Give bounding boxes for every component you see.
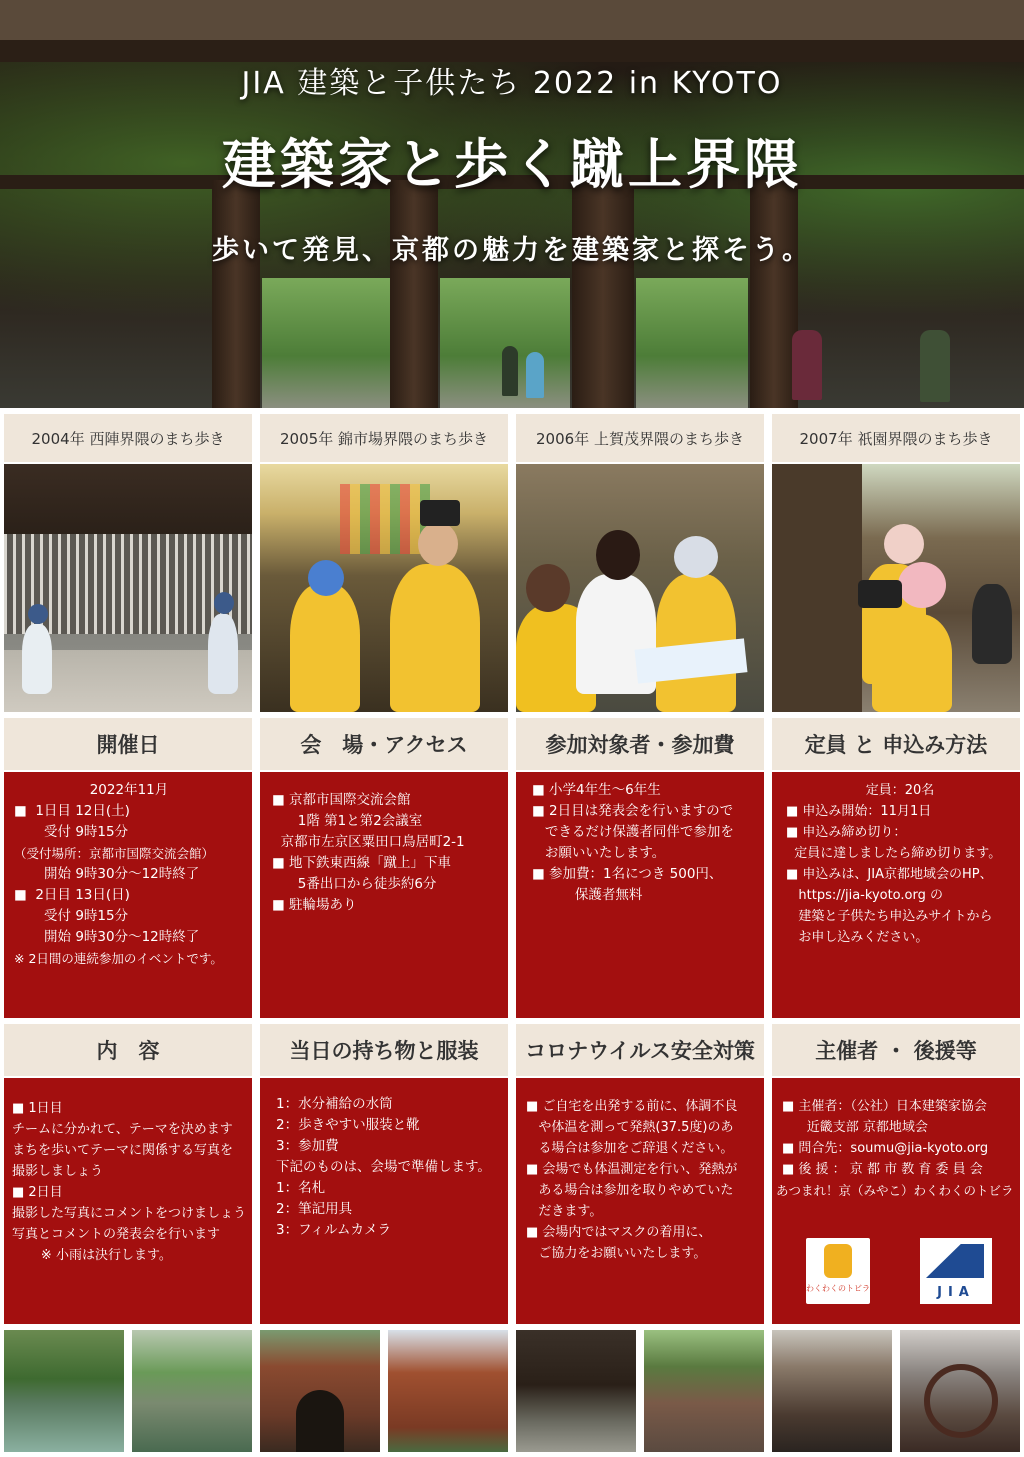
child-head: [898, 562, 946, 608]
pedestrian-figure: [972, 584, 1012, 664]
contents-line: ■ 2日目: [12, 1185, 63, 1200]
event-main-title: 建築家と歩く蹴上界隈: [222, 133, 802, 196]
belongings-line: 1：水分補給の水筒: [276, 1096, 393, 1112]
gate-pillar: [390, 180, 438, 408]
participants-line: お願いいたします。: [532, 845, 666, 861]
event-series-title: JIA 建築と子供たち 2022 in KYOTO: [241, 66, 783, 101]
dates-note: ※ 2日間の連続参加のイベントです。: [14, 951, 223, 966]
participants-line: ■ 小学4年生〜6年生: [532, 782, 661, 798]
contents-line: 写真とコメントの発表会を行います: [12, 1227, 221, 1242]
panel-covid: [516, 1078, 764, 1324]
photo-nishiki-market-walk: [260, 464, 508, 712]
photo-brick-tunnel: [260, 1330, 380, 1452]
venue-line: 1階 第1と第2会議室: [272, 813, 423, 829]
photo-gion-walk: [772, 464, 1020, 712]
panel-belongings: [260, 1078, 508, 1324]
market-banners: [340, 484, 430, 554]
covid-line: ある場合は参加を取りやめていた: [526, 1183, 734, 1198]
child-figure: [22, 624, 52, 694]
history-caption-2004: 2004年 西陣界隈のまち歩き: [4, 414, 252, 462]
photo-water-wheel: [900, 1330, 1020, 1452]
venue-line: ■ 京都市国際交流会館: [272, 792, 411, 808]
event-tagline: 歩いて発見、京都の魅力を建築家と探そう。: [212, 235, 812, 266]
dates-line: 2022年11月: [89, 782, 169, 798]
contents-line: 撮影した写真にコメントをつけましょう: [12, 1206, 247, 1221]
wheel-shape: [924, 1364, 998, 1438]
capacity-line: お申し込みください。: [786, 930, 929, 945]
visitor-figure: [502, 346, 518, 396]
visitor-figure: [920, 330, 950, 402]
capacity-line: ■ 申込み締め切り：: [786, 825, 907, 840]
visitor-figure: [792, 330, 822, 400]
photo-canal-1: [4, 1330, 124, 1452]
section-heading-contents: 内 容: [4, 1024, 252, 1076]
section-heading-capacity: 定員 と 申込み方法: [772, 718, 1020, 770]
panel-venue: [260, 772, 508, 1018]
section-heading-covid: コロナウイルス安全対策: [516, 1024, 764, 1076]
history-caption-2006: 2006年 上賀茂界隈のまち歩き: [516, 414, 764, 462]
contents-line: チームに分かれて、テーマを決めます: [12, 1122, 233, 1137]
panel-participants: [516, 772, 764, 1018]
organizers-line: あつまれ！京（みやこ）わくわくのトビラ: [776, 1183, 1014, 1198]
hero-banner: [0, 0, 1024, 408]
wakuwaku-logo-text: わくわくのトビラ: [806, 1284, 870, 1293]
belongings-line: 3：フィルムカメラ: [276, 1222, 391, 1238]
photo-brick-building: [388, 1330, 508, 1452]
venue-line: ■ 駐輪場あり: [272, 897, 357, 913]
section-heading-participants: 参加対象者・参加費: [516, 718, 764, 770]
child-figure: [872, 614, 952, 712]
dates-line: ■ 1日目 12日(土): [14, 803, 130, 819]
visitor-figure: [526, 352, 544, 398]
panel-capacity: [772, 772, 1020, 1018]
child-figure: [290, 584, 360, 712]
dates-line: （受付場所：京都市国際交流会館）: [14, 846, 215, 861]
covid-line: ■ 会場でも体温測定を行い、発熱が: [526, 1162, 738, 1177]
covid-line: る場合は参加をご辞退ください。: [526, 1141, 734, 1156]
gate-pillar: [750, 180, 798, 408]
covid-line: や体温を測って発熱(37.5度)のあ: [526, 1120, 734, 1135]
dates-line: 受付 9時15分: [14, 824, 129, 840]
jia-logo-text: JIA: [937, 1285, 975, 1300]
child-head: [308, 560, 344, 596]
belongings-line: 1：名札: [276, 1180, 326, 1196]
participants-line: できるだけ保護者同伴で参加を: [532, 824, 734, 840]
gate-opening: [262, 278, 390, 408]
photo-canal-2: [132, 1330, 252, 1452]
covid-line: ■ ご自宅を出発する前に、体調不良: [526, 1099, 738, 1114]
child-head: [674, 536, 718, 578]
child-head: [526, 564, 570, 612]
covid-line: だきます。: [526, 1204, 603, 1219]
capacity-line: 建築と子供たち申込みサイトから: [786, 909, 993, 924]
belongings-line: 2：筆記用具: [276, 1201, 353, 1217]
wooden-building: [772, 464, 862, 712]
dates-line: ■ 2日目 13日(日): [14, 887, 130, 903]
history-caption-2005: 2005年 錦市場界隈のまち歩き: [260, 414, 508, 462]
belongings-line: 2：歩きやすい服装と靴: [276, 1117, 420, 1133]
section-heading-belongings: 当日の持ち物と服装: [260, 1024, 508, 1076]
organizers-contact[interactable]: ■ 問合先：soumu@jia-kyoto.org: [782, 1141, 989, 1156]
belongings-line: 下記のものは、会場で準備します。: [276, 1159, 491, 1175]
section-heading-dates: 開催日: [4, 718, 252, 770]
camera: [858, 580, 902, 608]
gate-pillar: [572, 180, 634, 408]
dates-line: 開始 9時30分〜12時終了: [14, 929, 200, 945]
panel-organizers: [772, 1078, 1020, 1324]
child-head: [884, 524, 924, 564]
venue-line: ■ 地下鉄東西線「蹴上」下車: [272, 855, 452, 871]
wakuwaku-logo: [806, 1238, 870, 1304]
jia-logo: [920, 1238, 992, 1304]
history-caption-2007: 2007年 祇園界隈のまち歩き: [772, 414, 1020, 462]
capacity-line: ■ 申込みは、JIA京都地域会のHP、: [786, 867, 993, 882]
section-heading-venue: 会 場・アクセス: [260, 718, 508, 770]
child-head: [214, 592, 234, 614]
panel-contents: [4, 1078, 252, 1324]
contents-line: ■ 1日目: [12, 1101, 63, 1116]
photo-aqueduct: [644, 1330, 764, 1452]
photo-kamigamo-walk: [516, 464, 764, 712]
child-head: [28, 604, 48, 624]
contents-note: ※ 小雨は決行します。: [12, 1248, 172, 1263]
dates-line: 開始 9時30分〜12時終了: [14, 866, 200, 882]
capacity-line: 定員に達しましたら締め切ります。: [786, 846, 1002, 861]
dates-line: 受付 9時15分: [14, 908, 129, 924]
capacity-line: 定員：20名: [865, 783, 935, 798]
gate-opening: [636, 278, 748, 408]
participants-fee: 保護者無料: [532, 887, 643, 903]
participants-fee: ■ 参加費：1名につき 500円、: [532, 866, 723, 882]
organizers-line: 近畿支部 京都地域会: [782, 1120, 928, 1135]
jia-logo-mark: [926, 1244, 984, 1278]
child-head: [418, 522, 458, 566]
contents-line: 撮影しましょう: [12, 1164, 104, 1179]
organizers-line: ■ 主催者：（公社）日本建築家協会: [782, 1099, 987, 1114]
adult-head: [596, 530, 640, 580]
participants-line: ■ 2日目は発表会を行いますので: [532, 803, 734, 819]
photo-drafting-tools: [772, 1330, 892, 1452]
belongings-line: 3：参加費: [276, 1138, 339, 1154]
capacity-line: ■ 申込み開始：11月1日: [786, 804, 932, 819]
covid-line: ご協力をお願いいたします。: [526, 1246, 707, 1261]
venue-address: 京都市左京区粟田口鳥居町2-1: [272, 834, 465, 850]
contents-line: まちを歩いてテーマに関係する写真を: [12, 1143, 234, 1158]
section-heading-organizers: 主催者 ・ 後援等: [772, 1024, 1020, 1076]
camera: [420, 500, 460, 526]
organizers-line: ■ 後 援 ： 京 都 市 教 育 委 員 会: [782, 1162, 983, 1177]
child-figure: [390, 564, 480, 712]
gate-roof: [0, 0, 1024, 40]
photo-temple-gate: [516, 1330, 636, 1452]
covid-line: ■ 会場内ではマスクの着用に、: [526, 1225, 712, 1240]
photo-nishijin-walk: [4, 464, 252, 712]
panel-dates: [4, 772, 252, 1018]
gate-pillar: [212, 180, 260, 408]
venue-line: 5番出口から徒歩約6分: [272, 876, 437, 892]
capacity-url[interactable]: https://jia-kyoto.org の: [786, 888, 943, 903]
tunnel-arch: [296, 1390, 344, 1452]
child-figure: [208, 614, 238, 694]
wakuwaku-logo-mark: [824, 1244, 852, 1278]
